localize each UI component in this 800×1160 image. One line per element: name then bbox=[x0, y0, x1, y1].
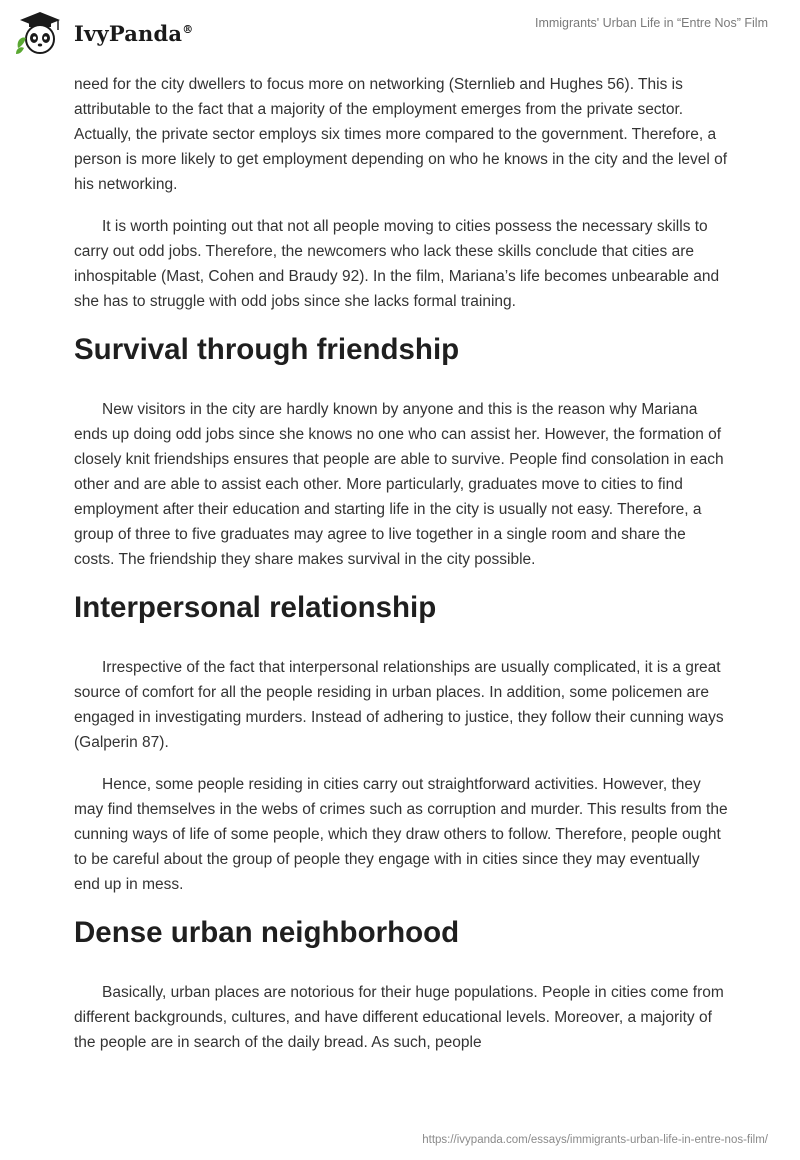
paragraph-interpersonal: Irrespective of the fact that interpersonal relationships are usually complicated, it is a great source of comfort for all the people residing in urban places. In addition, some policemen are engaged in investigating murders. Instead of adhering to justice, they follow their cunning ways (Galperin 87). bbox=[74, 659, 724, 751]
paragraph-skills: It is worth pointing out that not all people moving to cities possess the necessary skills to carry out odd jobs. Therefore, the newcomers who lack these skills conclude that cities are inhospitable (Mast, Cohen and Braudy 92). In the film, Mariana’s life becomes unbearable and she has to struggle with odd jobs since she lacks formal training. bbox=[74, 218, 720, 310]
paragraph-networking: need for the city dwellers to focus more on networking (Sternlieb and Hughes 56). This is attributable to the fact that a majority of the employment emerges from the private sector. Actually, the private sector employs six times more compared to the government. Therefore, a person is more likely to get employment depending on who he knows in the city and the level of his networking. bbox=[74, 76, 728, 193]
paragraph-crime: Hence, some people residing in cities carry out straightforward activities. However, they may find themselves in the webs of crimes such as corruption and murder. This results from the cunning ways of life of some people, which they draw others to follow. Therefore, people ought to be careful about the group of people they engage with in cities since they may eventually end up in mess. bbox=[74, 776, 728, 893]
paragraph-populations: Basically, urban places are notorious for their huge populations. People in cities come from different backgrounds, cultures, and have different educational levels. Moreover, a majority of the people are in search of the daily bread. As such, people bbox=[74, 984, 724, 1051]
document-title: Immigrants' Urban Life in “Entre Nos” Film bbox=[534, 16, 768, 30]
brand-name: IvyPanda® bbox=[74, 20, 194, 46]
essay-body bbox=[74, 72, 728, 1072]
ivypanda-logo[interactable] bbox=[14, 10, 214, 56]
source-url[interactable]: https://ivypanda.com/essays/immigrants-urban-life-in-entre-nos-film/ bbox=[422, 1134, 768, 1146]
panda-graduate-icon bbox=[14, 10, 66, 56]
heading-survival-through-friendship: Survival through friendship bbox=[74, 333, 460, 366]
heading-dense-urban-neighborhood: Dense urban neighborhood bbox=[74, 916, 460, 949]
paragraph-friendship: New visitors in the city are hardly known by anyone and this is the reason why Mariana ends up doing odd jobs since she knows no one who can assist her. However, the formation of closely knit friendships ensures that people are able to survive. People find consolation in each other and are able to assist each other. More particularly, graduates move to cities to find employment after their education and starting life in the city is usually not easy. Therefore, a group of three to five graduates may agree to live together in a single room and share the costs. The friendship they share makes survival in the city possible. bbox=[74, 401, 724, 568]
page-header bbox=[0, 0, 800, 72]
heading-interpersonal-relationship: Interpersonal relationship bbox=[74, 591, 437, 624]
